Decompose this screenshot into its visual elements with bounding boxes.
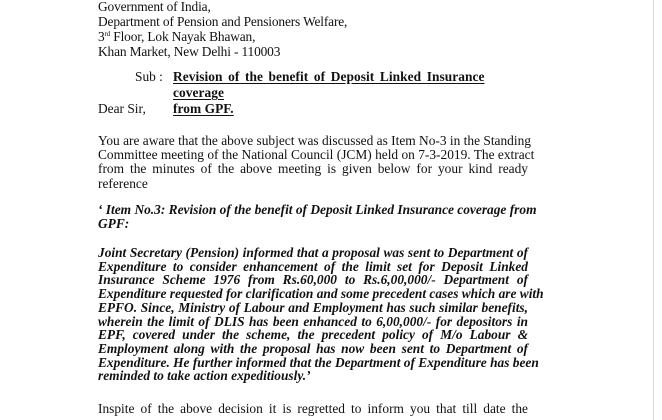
paragraph-line: Joint Secretary (Pension) informed that a proposal was sent to Department of [98,245,528,260]
minutes-extract-paragraph [98,245,544,384]
subject-label: Sub : [135,69,163,84]
paragraph-line: reminded to take action expeditiously.’ [98,368,311,384]
subject-line: Revision of the benefit of Deposit Linked Insurance coverage [173,69,485,100]
page-edge-line [653,0,654,420]
subject-text [173,69,533,117]
paragraph-line: Committee meeting of the National Council (JCM) held on 7-3-2019. The extract [98,147,535,163]
address-line [98,30,255,45]
subject-line: from GPF. [173,101,234,116]
address-line: Department of Pension and Pensioners Welfare, [98,14,348,29]
heading-line: GPF: [98,216,130,231]
paragraph-line: Employment along with the proposal has now been sent to Department of [98,340,528,356]
paragraph-line: EPFO. Since, Ministry of Labour and Employment has such similar benefits, [98,299,528,315]
heading-line: ‘ Item No.3: Revision of the benefit of Deposit Linked Insurance coverage from [98,202,537,217]
paragraph-line: Expenditure requested for clarification and some precedent cases which are with [98,286,544,302]
address-line: Khan Market, New Delhi - 110003 [98,44,281,59]
paragraph-line: Expenditure to consider enhancement of the limit set for Deposit Linked [98,258,528,274]
address-line: Government of India, [98,0,211,14]
paragraph-line: Insurance Scheme 1976 from Rs.60,000 to Rs.6,00,000/- Department of [98,272,528,288]
paragraph-line: from the minutes of the above meeting is given below for your kind ready [98,161,528,177]
address-building: Floor, Lok Nayak Bhawan, [110,29,256,44]
item-heading [98,202,537,231]
address-floor-suffix: rd [104,30,111,38]
paragraph-line: Expenditure. He further informed that the Department of Expenditure has been [98,354,539,370]
paragraph-line: Inspite of the above decision it is regretted to inform you that till date the [98,401,528,416]
address-floor-number: 3 [98,29,105,44]
paragraph-line: EPF, covered under the scheme, the precedent policy of M/o Labour & [98,327,528,343]
closing-paragraph [98,402,528,416]
paragraph-line: You are aware that the above subject was discussed as Item No-3 in the Standing [98,133,531,148]
paragraph-line: reference [98,175,148,191]
salutation: Dear Sir, [98,101,146,116]
paragraph-line: wherein the limit of DLIS has been enhanced to 6,00,000/- for depositors in [98,313,528,329]
intro-paragraph [98,133,535,191]
